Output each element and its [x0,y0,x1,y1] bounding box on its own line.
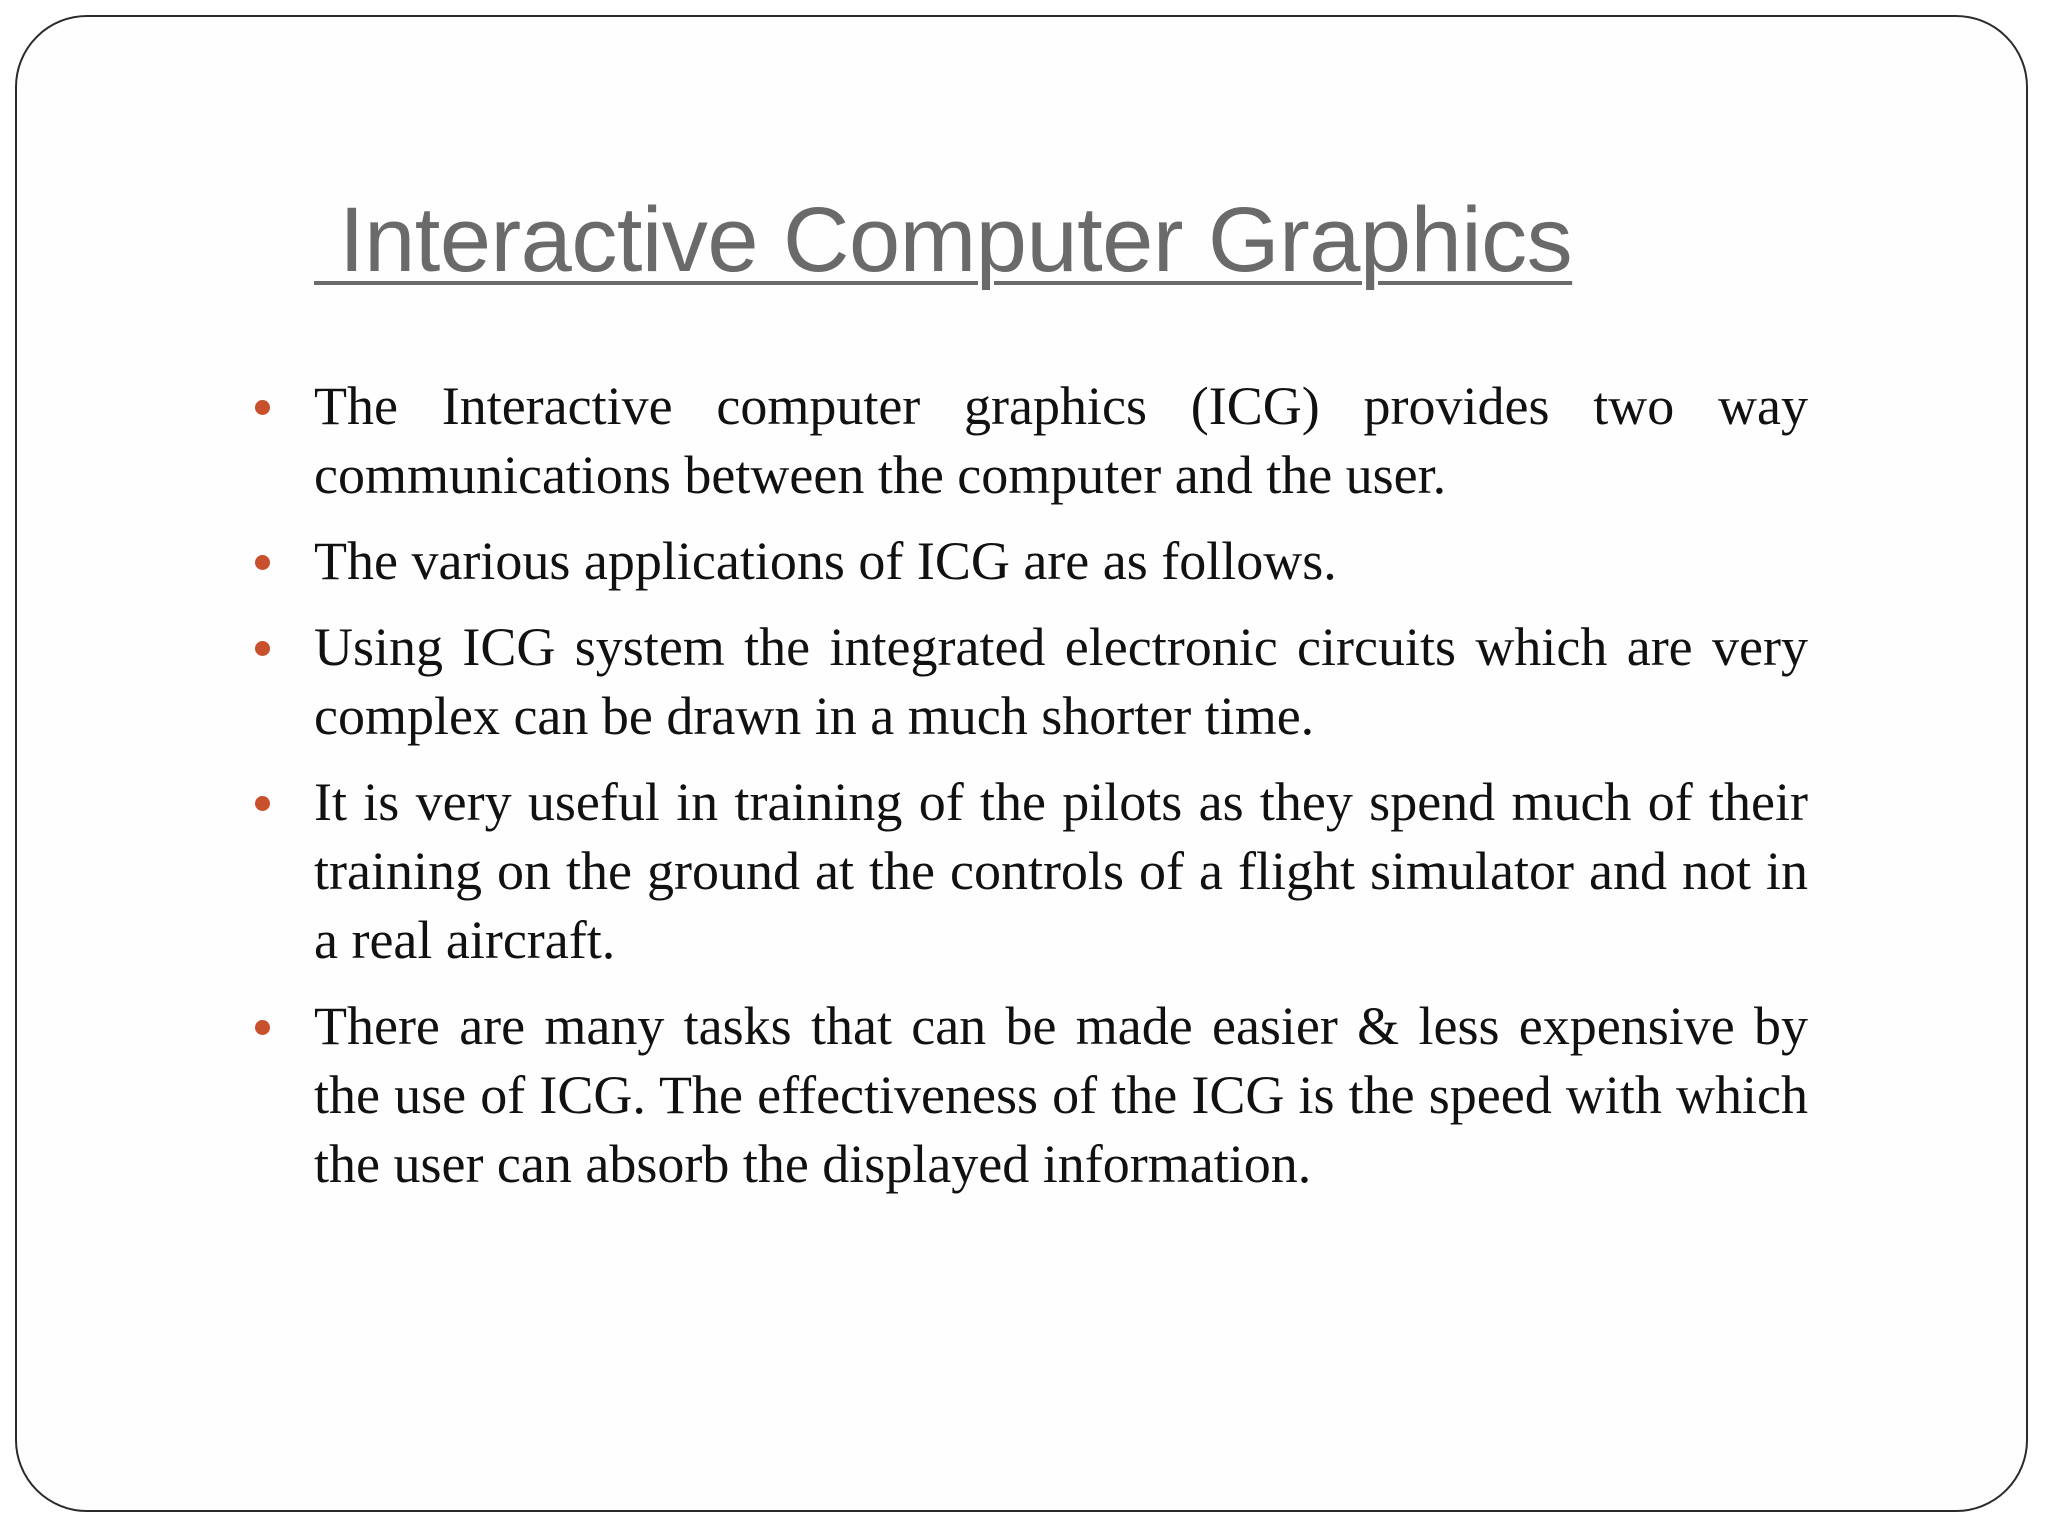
bullet-item [314,768,1808,975]
bullet-item [314,527,1808,596]
bullet-text: The various applications of ICG are as follows. [314,531,1337,591]
bullet-text: The Interactive computer graphics (ICG) provides two way communications between the computer and the user. [314,376,1808,505]
bullet-text: There are many tasks that can be made easier & less expensive by the use of ICG. The effectiveness of the ICG is the speed with which the user can absorb the displayed information. [314,996,1808,1194]
bullet-item [314,372,1808,510]
bullet-dot-icon [255,641,270,656]
bullet-list [314,372,1808,1216]
bullet-dot-icon [255,796,270,811]
bullet-item [314,613,1808,751]
slide-title: Interactive Computer Graphics [314,189,1573,291]
bullet-item [314,992,1808,1199]
bullet-dot-icon [255,555,270,570]
bullet-text: Using ICG system the integrated electronic circuits which are very complex can be drawn in a much shorter time. [314,617,1808,746]
bullet-dot-icon [255,400,270,415]
bullet-dot-icon [255,1020,270,1035]
bullet-text: It is very useful in training of the pilots as they spend much of their training on the ground at the controls of a flight simulator and not in a real aircraft. [314,772,1808,970]
